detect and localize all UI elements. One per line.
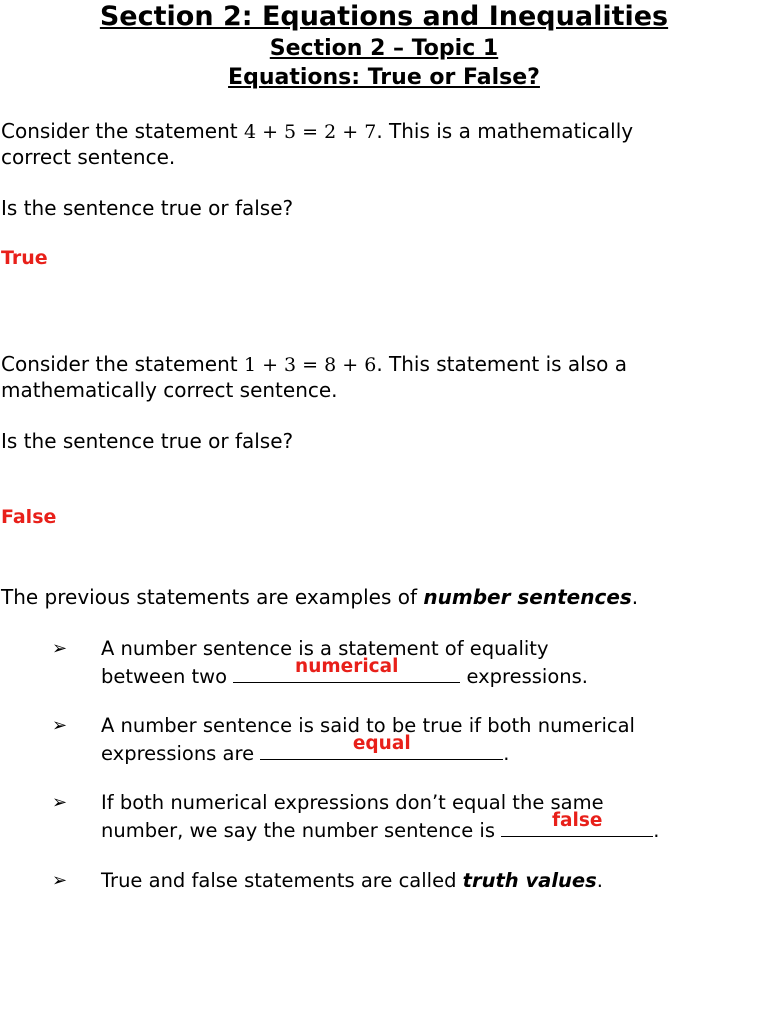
bullet3-line1: If both numerical expressions don’t equal the same <box>101 791 604 814</box>
bullet1-fill: numerical <box>295 656 399 677</box>
bullet3-line2 <box>101 810 660 844</box>
section-title: Section 2: Equations and Inequalities <box>99 1 669 32</box>
topic-title: Equations: True or False? <box>228 65 540 90</box>
q1-math: 4 + 5 = 2 + 7 <box>243 121 377 143</box>
bullet2-before: expressions are <box>101 742 261 765</box>
intro-after: . <box>631 585 639 609</box>
bullet3-after: . <box>653 819 660 842</box>
bullet4-emphasis: truth values <box>462 869 597 892</box>
q1-question: Is the sentence true or false? <box>1 196 294 220</box>
q2-text-before: Consider the statement <box>1 352 244 376</box>
q2-question: Is the sentence true or false? <box>1 429 294 453</box>
bullet3-blank <box>501 810 653 837</box>
bullet4-before: True and false statements are called <box>101 869 463 892</box>
bullet2-line1: A number sentence is said to be true if both numerical <box>101 714 635 737</box>
bullet1-line1: A number sentence is a statement of equality <box>101 637 549 660</box>
bullet3-before: number, we say the number sentence is <box>101 819 502 842</box>
q1-text-after: . This is a mathematically <box>376 119 634 143</box>
bullet2-blank <box>260 733 503 760</box>
bullet1-before: between two <box>101 665 234 688</box>
intro-statement <box>1 584 638 610</box>
bullet2-fill: equal <box>352 733 411 754</box>
bullet-arrow-icon: ➢ <box>52 870 68 891</box>
bullet2-after: . <box>503 742 510 765</box>
q1-line2: correct sentence. <box>1 145 176 169</box>
bullet-arrow-icon: ➢ <box>52 638 68 659</box>
q2-line2: mathematically correct sentence. <box>1 378 338 402</box>
q2-answer: False <box>1 506 57 528</box>
bullet-arrow-icon: ➢ <box>52 792 68 813</box>
bullet4-text <box>101 868 603 894</box>
bullet3-fill: false <box>552 810 603 831</box>
topic-subtitle: Section 2 – Topic 1 <box>269 36 499 61</box>
bullet4-after: . <box>596 869 603 892</box>
intro-before: The previous statements are examples of <box>1 585 424 609</box>
q2-text-after: . This statement is also a <box>376 352 627 376</box>
bullet-arrow-icon: ➢ <box>52 715 68 736</box>
q1-text-before: Consider the statement <box>1 119 244 143</box>
bullet2-line2 <box>101 733 510 767</box>
bullet1-after: expressions. <box>460 665 588 688</box>
q2-math: 1 + 3 = 8 + 6 <box>243 354 377 376</box>
intro-emphasis: number sentences <box>423 585 632 609</box>
q2-statement <box>1 351 627 378</box>
q1-answer: True <box>1 247 48 269</box>
q1-statement <box>1 118 633 145</box>
bullet1-line2 <box>101 656 588 690</box>
bullet1-blank <box>233 656 460 683</box>
